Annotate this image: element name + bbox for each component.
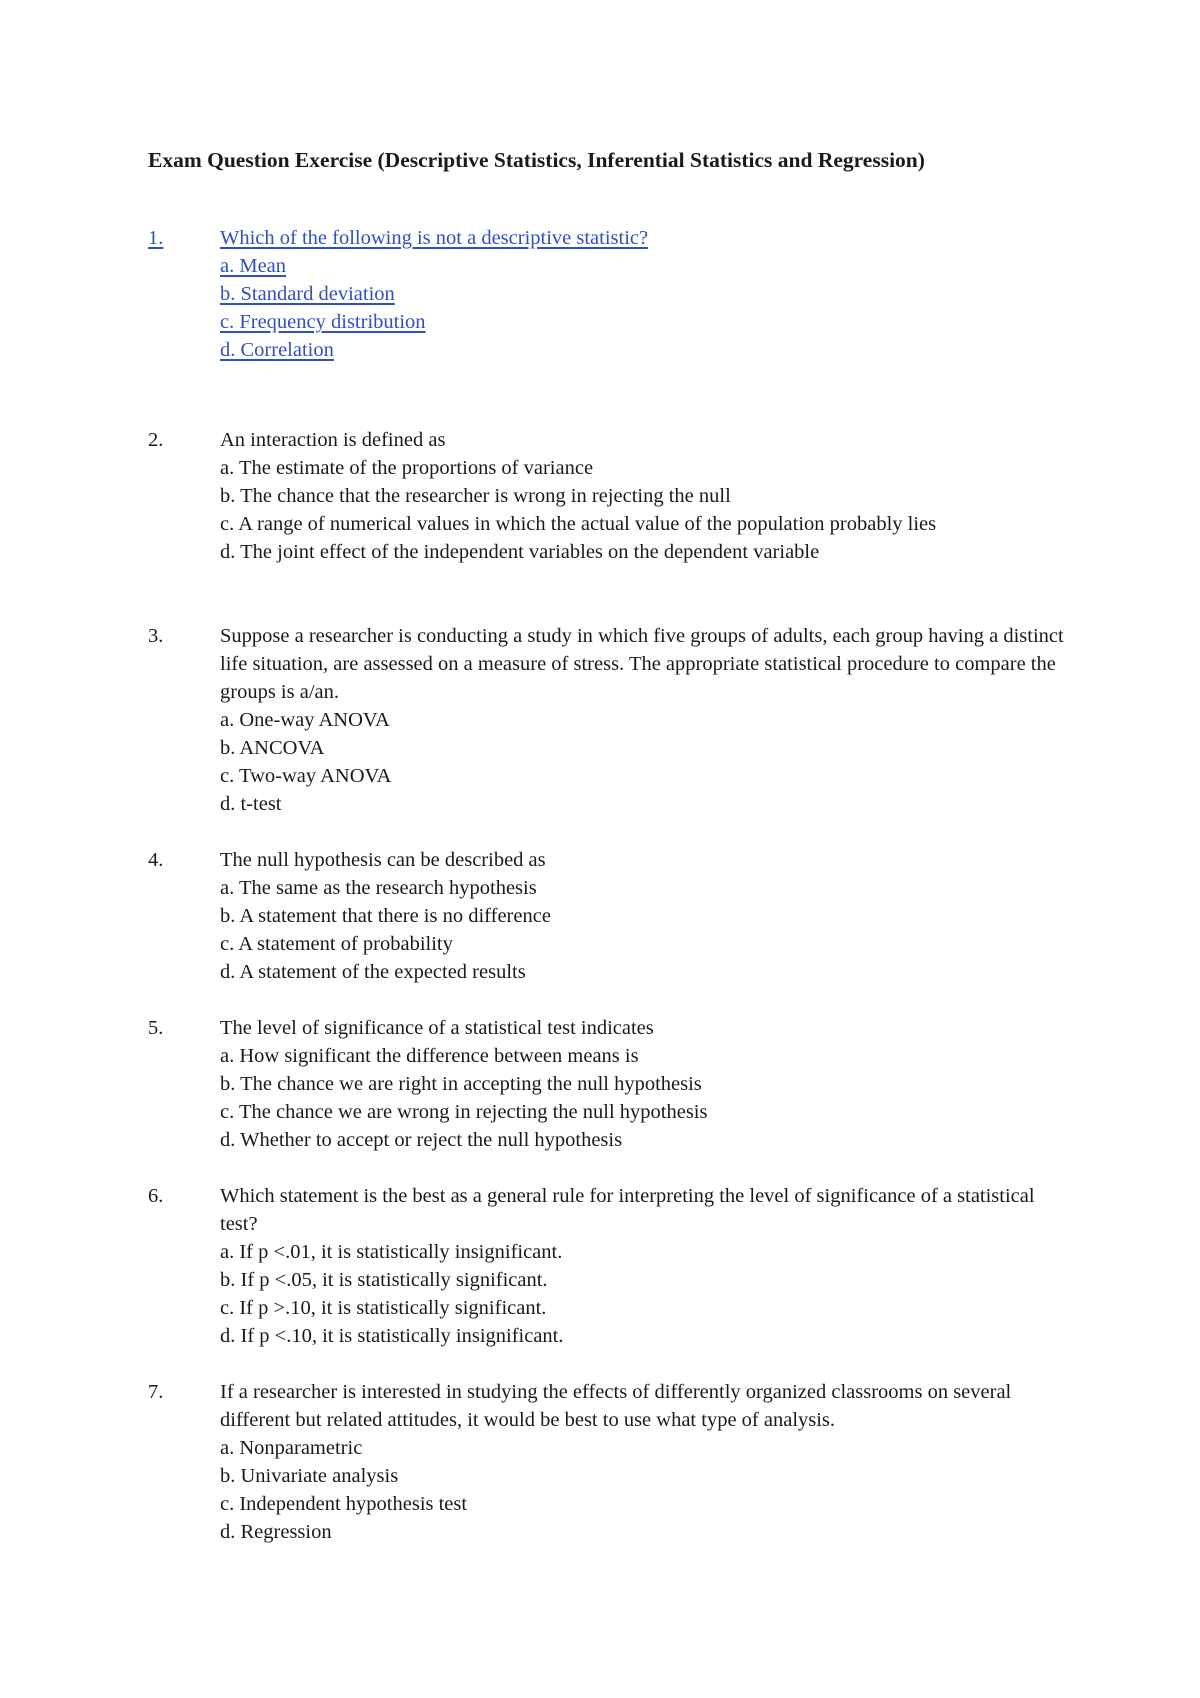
option-d: d. A statement of the expected results bbox=[220, 961, 526, 983]
question-text: If a researcher is interested in studying the effects of differently organized classrooms on several different but related attitudes, it would be best to use what type of analysis. bbox=[220, 1381, 1012, 1431]
option-c: c. Independent hypothesis test bbox=[220, 1493, 468, 1515]
option-c: c. A statement of probability bbox=[220, 933, 453, 955]
question-row bbox=[148, 1014, 1068, 1154]
option-a-link[interactable]: a. Mean bbox=[220, 255, 287, 277]
question-1[interactable] bbox=[148, 224, 1068, 364]
question-text: The level of significance of a statistical test indicates bbox=[220, 1017, 654, 1039]
option-a: a. How significant the difference between means is bbox=[220, 1045, 639, 1067]
question-text: Which statement is the best as a general rule for interpreting the level of significance of a statistical test? bbox=[220, 1185, 1035, 1235]
option-b: b. Univariate analysis bbox=[220, 1465, 399, 1487]
option-c: c. A range of numerical values in which the actual value of the population probably lies bbox=[220, 513, 937, 535]
question-number: 4. bbox=[148, 849, 164, 871]
option-b: b. ANCOVA bbox=[220, 737, 325, 759]
option-c[interactable] bbox=[220, 308, 1068, 336]
option-b[interactable] bbox=[220, 280, 1068, 308]
question-4 bbox=[148, 846, 1068, 986]
option-a: a. The estimate of the proportions of variance bbox=[220, 457, 594, 479]
option-d: d. Regression bbox=[220, 1521, 332, 1543]
question-number: 1. bbox=[148, 227, 164, 249]
option-b: b. A statement that there is no difference bbox=[220, 905, 551, 927]
option-a: a. The same as the research hypothesis bbox=[220, 877, 537, 899]
question-text: An interaction is defined as bbox=[220, 429, 446, 451]
option-a: a. Nonparametric bbox=[220, 1437, 363, 1459]
question-body bbox=[220, 224, 1068, 364]
question-number: 6. bbox=[148, 1185, 164, 1207]
option-b: b. The chance that the researcher is wrong in rejecting the null bbox=[220, 485, 731, 507]
question-body bbox=[220, 1014, 1068, 1154]
question-3 bbox=[148, 622, 1068, 818]
question-body bbox=[220, 1378, 1068, 1546]
question-body bbox=[220, 1182, 1068, 1350]
option-a[interactable] bbox=[220, 252, 1068, 280]
question-text: Suppose a researcher is conducting a study in which five groups of adults, each group having a distinct life situation, are assessed on a measure of stress. The appropriate statistical procedure to compare the groups is a/an. bbox=[220, 625, 1064, 703]
question-row bbox=[148, 1182, 1068, 1350]
question-number: 2. bbox=[148, 429, 164, 451]
question-row bbox=[148, 426, 1068, 566]
option-d: d. If p <.10, it is statistically insignificant. bbox=[220, 1325, 564, 1347]
option-b: b. If p <.05, it is statistically significant. bbox=[220, 1269, 548, 1291]
question-body bbox=[220, 426, 1068, 566]
question-number: 5. bbox=[148, 1017, 164, 1039]
option-c: c. Two-way ANOVA bbox=[220, 765, 392, 787]
option-b-link[interactable]: b. Standard deviation bbox=[220, 283, 395, 305]
question-row bbox=[148, 846, 1068, 986]
question-text-link[interactable]: Which of the following is not a descriptive statistic? bbox=[220, 227, 649, 249]
question-number: 3. bbox=[148, 625, 164, 647]
question-body bbox=[220, 846, 1068, 986]
question-7 bbox=[148, 1378, 1068, 1546]
option-c: c. The chance we are wrong in rejecting the null hypothesis bbox=[220, 1101, 708, 1123]
option-a: a. If p <.01, it is statistically insignificant. bbox=[220, 1241, 563, 1263]
option-a: a. One-way ANOVA bbox=[220, 709, 390, 731]
option-d: d. t-test bbox=[220, 793, 282, 815]
question-body bbox=[220, 622, 1068, 818]
option-d: d. Whether to accept or reject the null hypothesis bbox=[220, 1129, 623, 1151]
question-row bbox=[148, 622, 1068, 818]
option-d: d. The joint effect of the independent variables on the dependent variable bbox=[220, 541, 820, 563]
option-b: b. The chance we are right in accepting the null hypothesis bbox=[220, 1073, 702, 1095]
question-number: 7. bbox=[148, 1381, 164, 1403]
question-5 bbox=[148, 1014, 1068, 1154]
option-c: c. If p >.10, it is statistically significant. bbox=[220, 1297, 547, 1319]
question-6 bbox=[148, 1182, 1068, 1350]
option-d[interactable] bbox=[220, 336, 1068, 364]
option-d-link[interactable]: d. Correlation bbox=[220, 339, 334, 361]
question-row bbox=[148, 224, 1068, 364]
document-title: Exam Question Exercise (Descriptive Statistics, Inferential Statistics and Regression) bbox=[148, 148, 925, 172]
question-text: The null hypothesis can be described as bbox=[220, 849, 546, 871]
question-row bbox=[148, 1378, 1068, 1546]
option-c-link[interactable]: c. Frequency distribution bbox=[220, 311, 426, 333]
question-2 bbox=[148, 426, 1068, 566]
